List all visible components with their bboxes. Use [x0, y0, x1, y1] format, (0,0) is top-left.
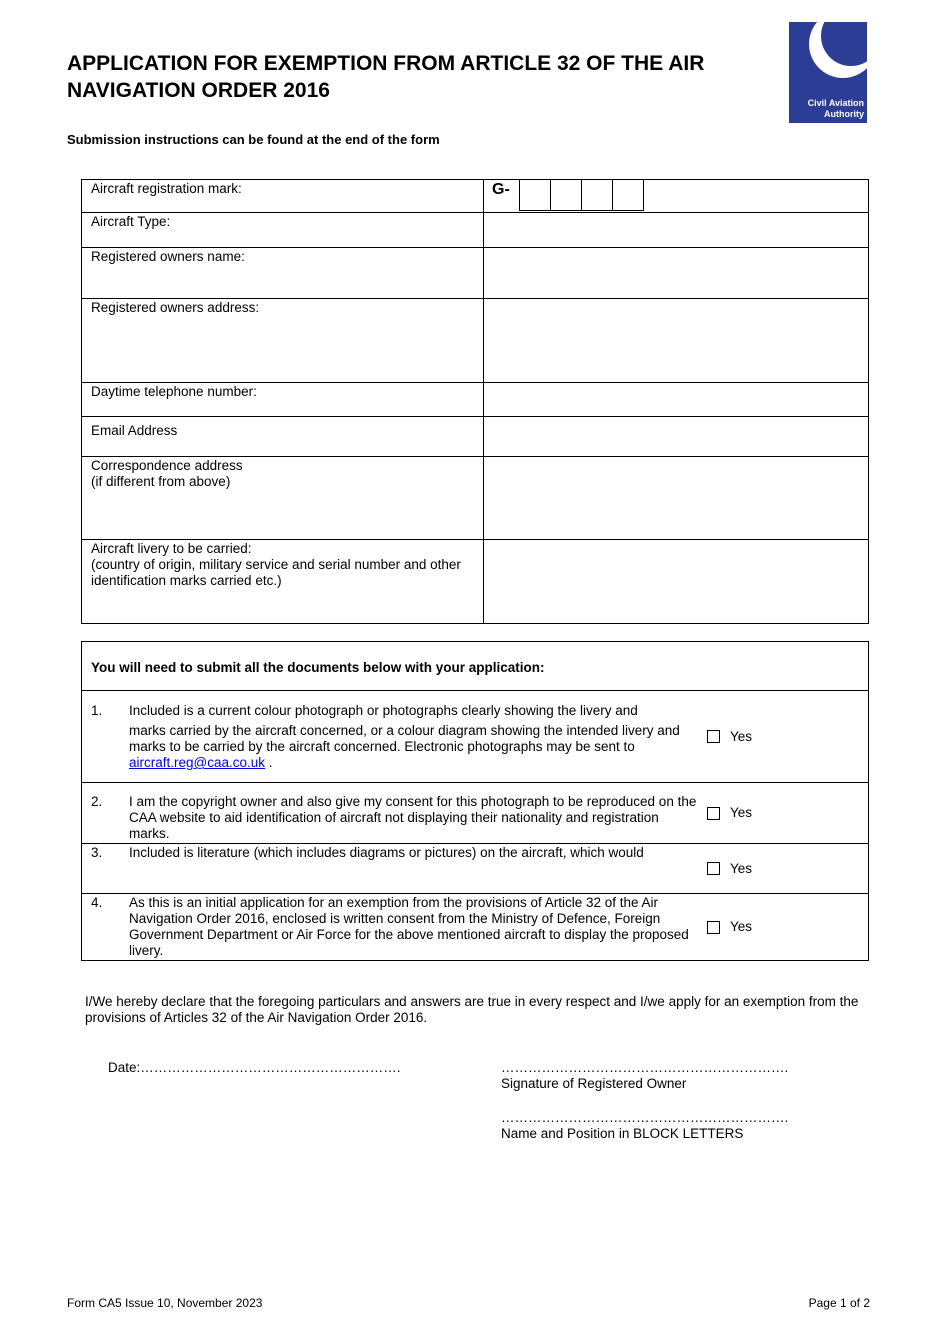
aircraft-type-label: Aircraft Type: — [82, 213, 484, 248]
document-item-number: 1. — [82, 691, 130, 783]
registration-field — [484, 180, 869, 213]
signature-line[interactable]: ………………………………………………………. — [501, 1060, 789, 1075]
document-item-1-checkbox-cell — [697, 691, 869, 783]
yes-checkbox[interactable] — [707, 862, 720, 875]
name-position-block — [501, 1110, 788, 1142]
registration-prefix: G- — [492, 181, 510, 198]
name-position-line[interactable]: ………………………………………………………. — [501, 1110, 789, 1125]
livery-field[interactable] — [484, 540, 869, 624]
caa-logo — [789, 22, 867, 123]
phone-row — [82, 383, 869, 417]
correspondence-label-line-2: (if different from above) — [91, 474, 231, 489]
owner-name-field[interactable] — [484, 248, 869, 299]
name-position-label: Name and Position in BLOCK LETTERS — [501, 1126, 744, 1141]
declaration-text: I/We hereby declare that the foregoing particulars and answers are true in every respect and I/we apply for an exemption from the provisions of Articles 32 of the Air Navigation Order 2016. — [85, 994, 859, 1025]
document-item-3 — [82, 844, 869, 894]
document-item-1-text: marks carried by the aircraft concerned, or a colour diagram showing the intended livery and marks to be carried by the aircraft concerned. Electronic photographs may be sent to — [129, 723, 680, 754]
registration-label: Aircraft registration mark: — [82, 180, 484, 213]
page-number: Page 1 of 2 — [808, 1296, 870, 1310]
phone-label: Daytime telephone number: — [82, 383, 484, 417]
yes-label: Yes — [730, 728, 753, 744]
submission-instructions-note: Submission instructions can be found at the end of the form — [67, 132, 440, 147]
date-field[interactable]: Date:…………………………………………………. — [108, 1060, 401, 1075]
title-line-2: NAVIGATION ORDER 2016 — [67, 79, 330, 102]
form-identifier: Form CA5 Issue 10, November 2023 — [67, 1296, 263, 1310]
document-item-number: 4. — [82, 894, 130, 961]
documents-header-row — [82, 642, 869, 691]
document-item-4-checkbox-cell — [697, 894, 869, 961]
email-row — [82, 417, 869, 457]
livery-row — [82, 540, 869, 624]
caa-email-link[interactable]: aircraft.reg@caa.co.uk — [129, 755, 266, 770]
registration-row — [82, 180, 869, 213]
page-title — [67, 50, 767, 104]
document-item-text: I am the copyright owner and also give my consent for this photograph to be reproduced on the CAA website to aid identification of aircraft not displaying their nationality and registration marks. — [129, 783, 697, 844]
registration-char-box[interactable] — [519, 180, 551, 211]
aircraft-type-field[interactable] — [484, 213, 869, 248]
owner-name-label: Registered owners name: — [82, 248, 484, 299]
correspondence-label — [82, 457, 484, 540]
documents-table — [81, 641, 869, 961]
document-item-2 — [82, 783, 869, 844]
logo-text — [789, 98, 864, 120]
registration-char-box[interactable] — [550, 180, 582, 211]
signature-block — [501, 1060, 788, 1092]
document-item-2-checkbox-cell — [697, 783, 869, 844]
yes-label: Yes — [730, 919, 753, 934]
owner-address-row — [82, 299, 869, 383]
yes-label: Yes — [730, 805, 753, 820]
document-item-text: As this is an initial application for an exemption from the provisions of Article 32 of the Air Navigation Order 2016, enclosed is written consent from the Ministry of Defence, Foreign Government Department or Air Force for the above mentioned aircraft to display the proposed livery. — [129, 894, 697, 961]
correspondence-row — [82, 457, 869, 540]
yes-checkbox[interactable] — [707, 730, 720, 743]
title-line-1: APPLICATION FOR EXEMPTION FROM ARTICLE 32 OF THE AIR — [67, 52, 705, 75]
yes-checkbox[interactable] — [707, 807, 720, 820]
registration-boxes — [520, 180, 644, 211]
document-item-text: Included is literature (which includes diagrams or pictures) on the aircraft, which would — [129, 844, 697, 894]
document-item-number: 2. — [82, 783, 130, 844]
livery-label-line-1: Aircraft livery to be carried: — [91, 541, 252, 556]
logo-text-line-2: Authority — [824, 109, 864, 119]
registration-char-box[interactable] — [581, 180, 613, 211]
document-item-3-checkbox-cell — [697, 844, 869, 894]
phone-field[interactable] — [484, 383, 869, 417]
livery-label-line-2: (country of origin, military service and serial number and other identification marks carried etc.) — [91, 557, 461, 588]
logo-text-line-1: Civil Aviation — [807, 98, 864, 108]
document-item-number: 3. — [82, 844, 130, 894]
signature-label: Signature of Registered Owner — [501, 1076, 687, 1091]
email-label: Email Address — [82, 417, 484, 457]
aircraft-type-row — [82, 213, 869, 248]
owner-address-label: Registered owners address: — [82, 299, 484, 383]
document-item-1-end: . — [265, 755, 273, 770]
correspondence-label-line-1: Correspondence address — [91, 458, 243, 473]
document-item-text — [129, 691, 697, 783]
registration-char-box[interactable] — [612, 180, 644, 211]
document-item-4 — [82, 894, 869, 961]
livery-label — [82, 540, 484, 624]
document-item-1 — [82, 691, 869, 783]
email-field[interactable] — [484, 417, 869, 457]
correspondence-field[interactable] — [484, 457, 869, 540]
document-item-1-line-1: Included is a current colour photograph or photographs clearly showing the livery and — [129, 703, 638, 718]
owner-name-row — [82, 248, 869, 299]
yes-checkbox[interactable] — [707, 921, 720, 934]
documents-header: You will need to submit all the documents below with your application: — [91, 660, 545, 675]
owner-address-field[interactable] — [484, 299, 869, 383]
yes-label: Yes — [730, 860, 753, 876]
applicant-details-table — [81, 179, 869, 624]
